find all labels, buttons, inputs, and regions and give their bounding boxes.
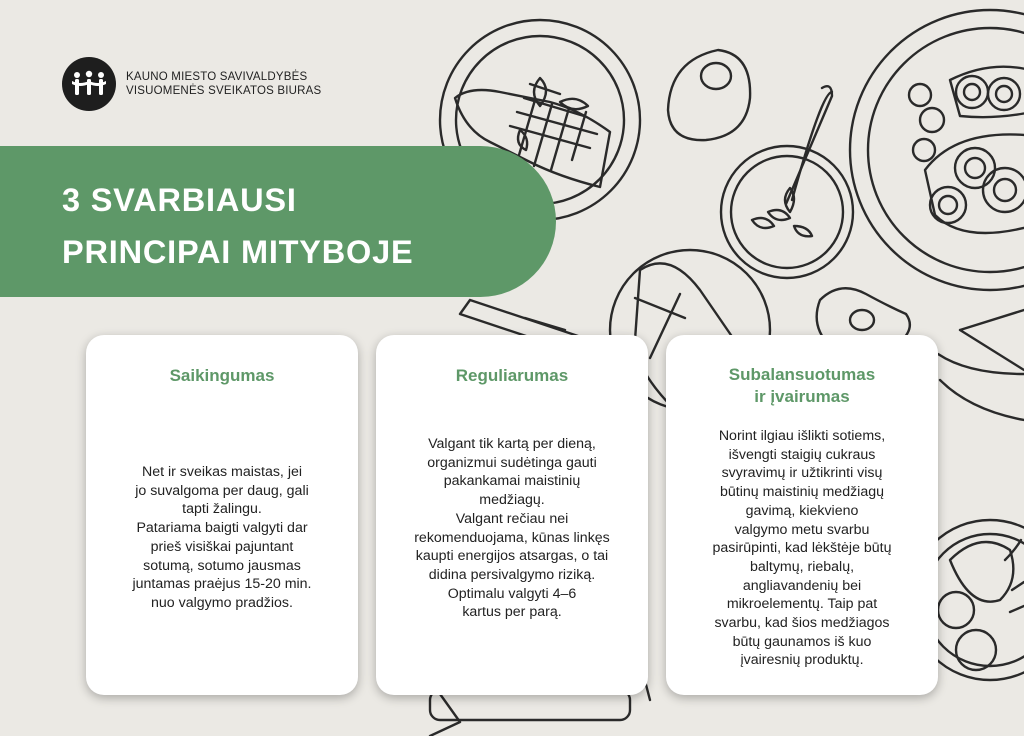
card-title [666,364,938,408]
card-title-line: Saikingumas [169,366,275,385]
organization-logo [62,57,321,111]
card-body-line: Valgant tik kartą per dieną, [428,436,596,452]
card-body-line: prieš visiškai pajuntant [150,538,294,555]
card-body-line: sotumą, sotumo jausmas [143,557,301,574]
card-body-line: organizmui sudėtinga gauti [427,454,597,471]
organization-name-line-1: KAUNO MIESTO SAVIVALDYBĖS [126,71,308,83]
card-body-line: rekomenduojama, kūnas linkęs [414,529,610,546]
card-body-line: kaupti energijos atsargas, o tai [415,548,609,565]
card-body-line: valgymo metu svarbu [734,521,870,538]
card-body-line: pasirūpinti, kad lėkštėje būtų [712,540,892,557]
card-body-line: kartus per parą. [462,604,562,621]
card-body-line: juntamas praėjus 15-20 min. [132,576,312,593]
card-body-line: Norint ilgiau išlikti sotiems, [718,428,886,444]
card-title [86,365,358,387]
card-body [390,435,634,622]
card-body-line: išvengti staigių cukraus [728,446,876,463]
card-body [680,427,924,670]
card-body-line: Optimalu valgyti 4–6 [447,585,577,602]
organization-name-line-2: VISUOMENĖS SVEIKATOS BIURAS [126,85,322,97]
organization-logo-icon [62,57,116,111]
card-body-line: įvairesnių produktų. [740,652,864,669]
card-body-line: pakankamai maistinių [443,473,581,490]
card-body-line: baltymų, riebalų, [749,558,855,575]
card-body-line: didina persivalgymo riziką. [428,566,596,583]
card-body-line: Valgant rečiau nei [455,510,569,527]
card-body-line: būtų gaunamos iš kuo [732,633,872,650]
card-body-line: tapti žalingu. [182,501,262,518]
card-body-line: angliavandenių bei [742,577,862,594]
card-body-line: nuo valgymo pradžios. [151,594,293,611]
card-body-line: Net ir sveikas maistas, jei [141,464,303,480]
card-title-line: Reguliarumas [455,366,569,385]
card-title [376,365,648,387]
card-body-line: būtinų maistinių medžiagų [719,484,885,501]
card-body-line: svyravimų ir užtikrinti visų [721,465,883,482]
card-body-line: gavimą, kiekvieno [745,502,859,519]
card-body [100,463,344,613]
card-body-line: svarbu, kad šios medžiagos [714,615,890,632]
card-body-line: mikroelementų. Taip pat [726,596,878,613]
organization-name [126,70,321,98]
principle-card-reguliarumas [376,335,648,695]
page-title-line-2: PRINCIPAI MITYBOJE [62,234,414,270]
card-body-line: jo suvalgoma per daug, gali [135,482,309,499]
page-title [62,174,413,278]
card-body-line: medžiagų. [479,492,545,509]
plate-right-illustration [850,10,1024,290]
principle-card-saikingumas [86,335,358,695]
card-title-line: ir įvairumas [754,387,850,406]
card-title-line: Subalansuotumas [728,365,876,384]
principle-card-subalansuotumas [666,335,938,695]
egg-illustration [668,50,750,140]
card-body-line: Patariama baigti valgyti dar [136,520,308,537]
page-title-line-1: 3 SVARBIAUSI [62,182,297,218]
bowl-illustration [721,86,853,278]
